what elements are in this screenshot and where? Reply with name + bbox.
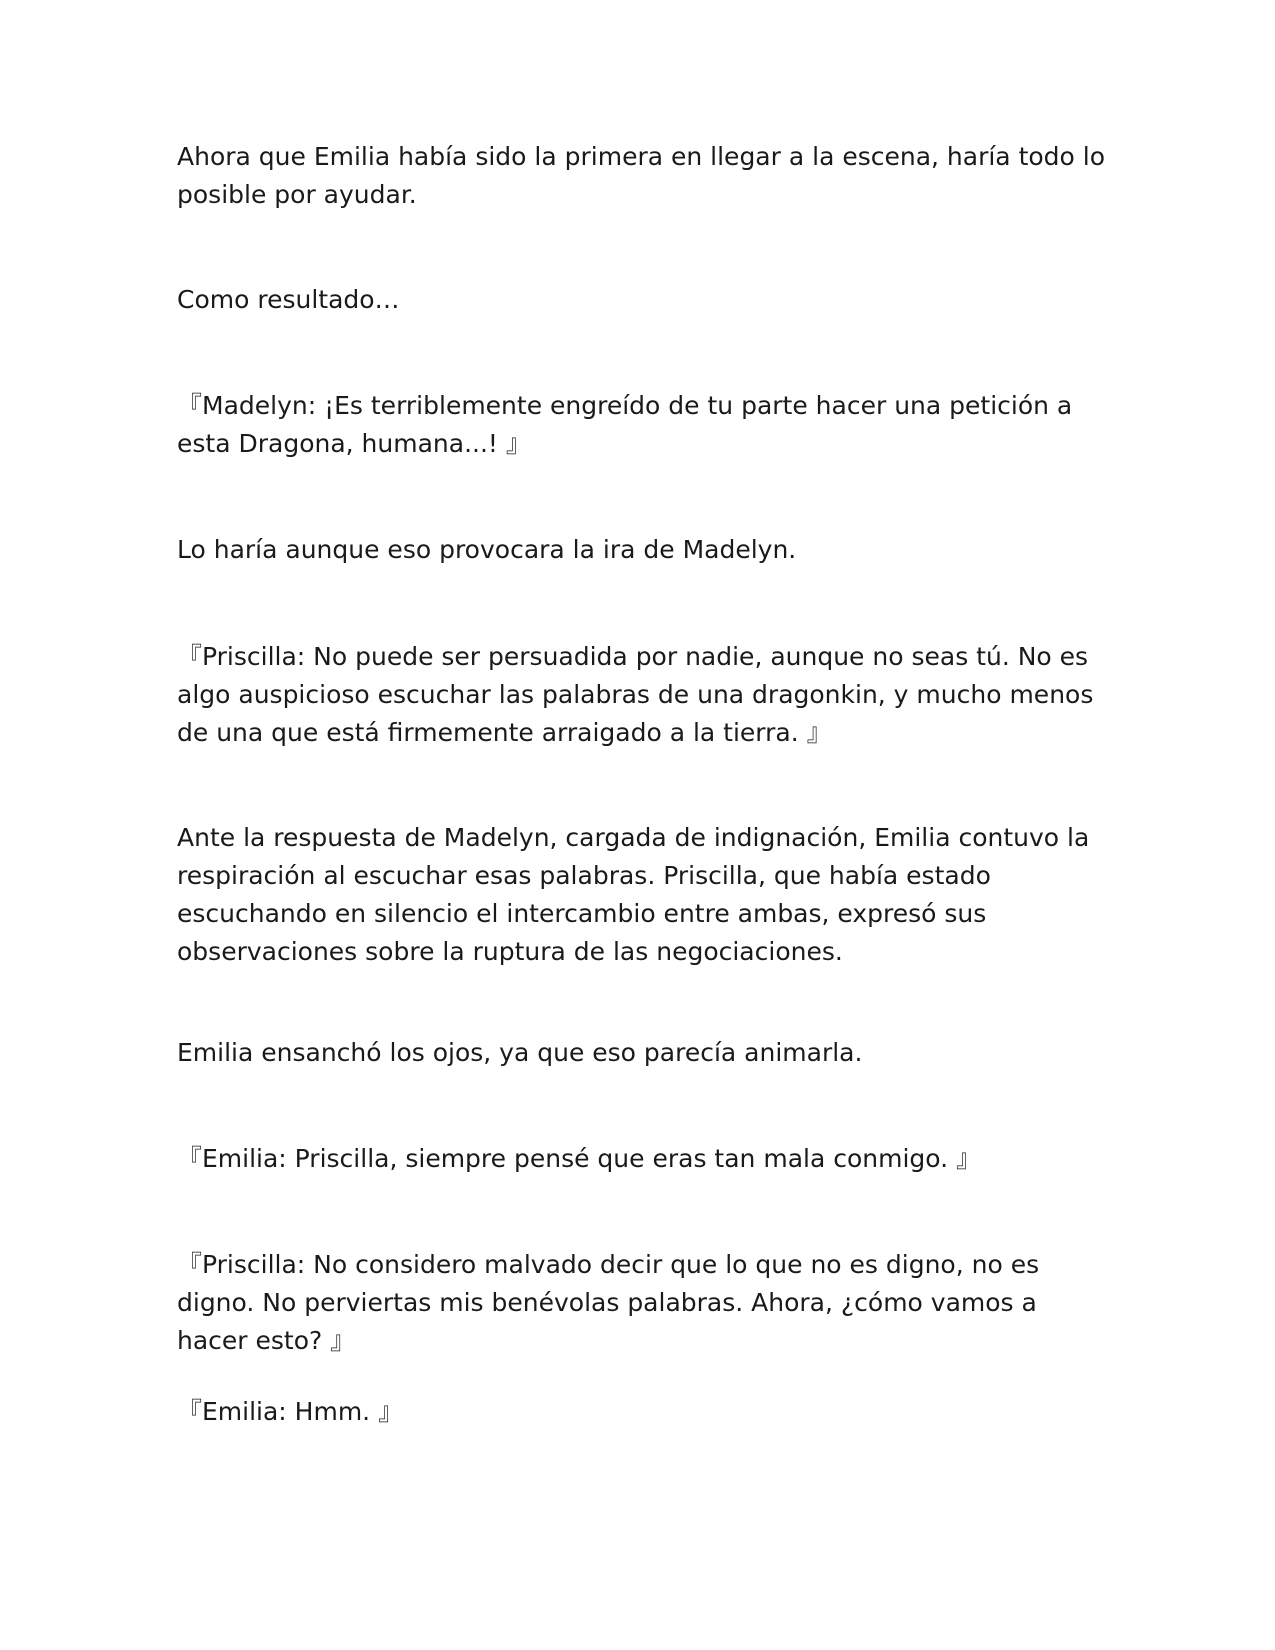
paragraph-narration: Lo haría aunque eso provocara la ira de Madelyn. bbox=[177, 535, 797, 564]
paragraph-dialogue: 『Madelyn: ¡Es terriblemente engreído de tu parte hacer una petición a esta Dragona, humana...! 』 bbox=[177, 391, 1073, 458]
paragraph-narration: Como resultado… bbox=[177, 285, 400, 314]
paragraph-narration: Ante la respuesta de Madelyn, cargada de indignación, Emilia contuvo la respiración al escuchar esas palabras. Priscilla, que había estado escuchando en silencio el intercambio entre ambas, expresó sus observaciones sobre la ruptura de las negociaciones. bbox=[177, 823, 1090, 966]
paragraph-dialogue: 『Emilia: Priscilla, siempre pensé que eras tan mala conmigo. 』 bbox=[177, 1144, 982, 1173]
paragraph-narration: Emilia ensanchó los ojos, ya que eso parecía animarla. bbox=[177, 1038, 863, 1067]
paragraph-dialogue: 『Priscilla: No considero malvado decir que lo que no es digno, no es digno. No perviertas mis benévolas palabras. Ahora, ¿cómo vamos a hacer esto? 』 bbox=[177, 1250, 1040, 1355]
paragraph-dialogue: 『Priscilla: No puede ser persuadida por nadie, aunque no seas tú. No es algo auspicioso escuchar las palabras de una dragonkin, y mucho menos de una que está firmemente arraigado a la tierra. 』 bbox=[177, 642, 1094, 747]
paragraph-dialogue: 『Emilia: Hmm. 』 bbox=[177, 1397, 404, 1426]
paragraph-narration: Ahora que Emilia había sido la primera en llegar a la escena, haría todo lo posible por ayudar. bbox=[177, 142, 1106, 209]
